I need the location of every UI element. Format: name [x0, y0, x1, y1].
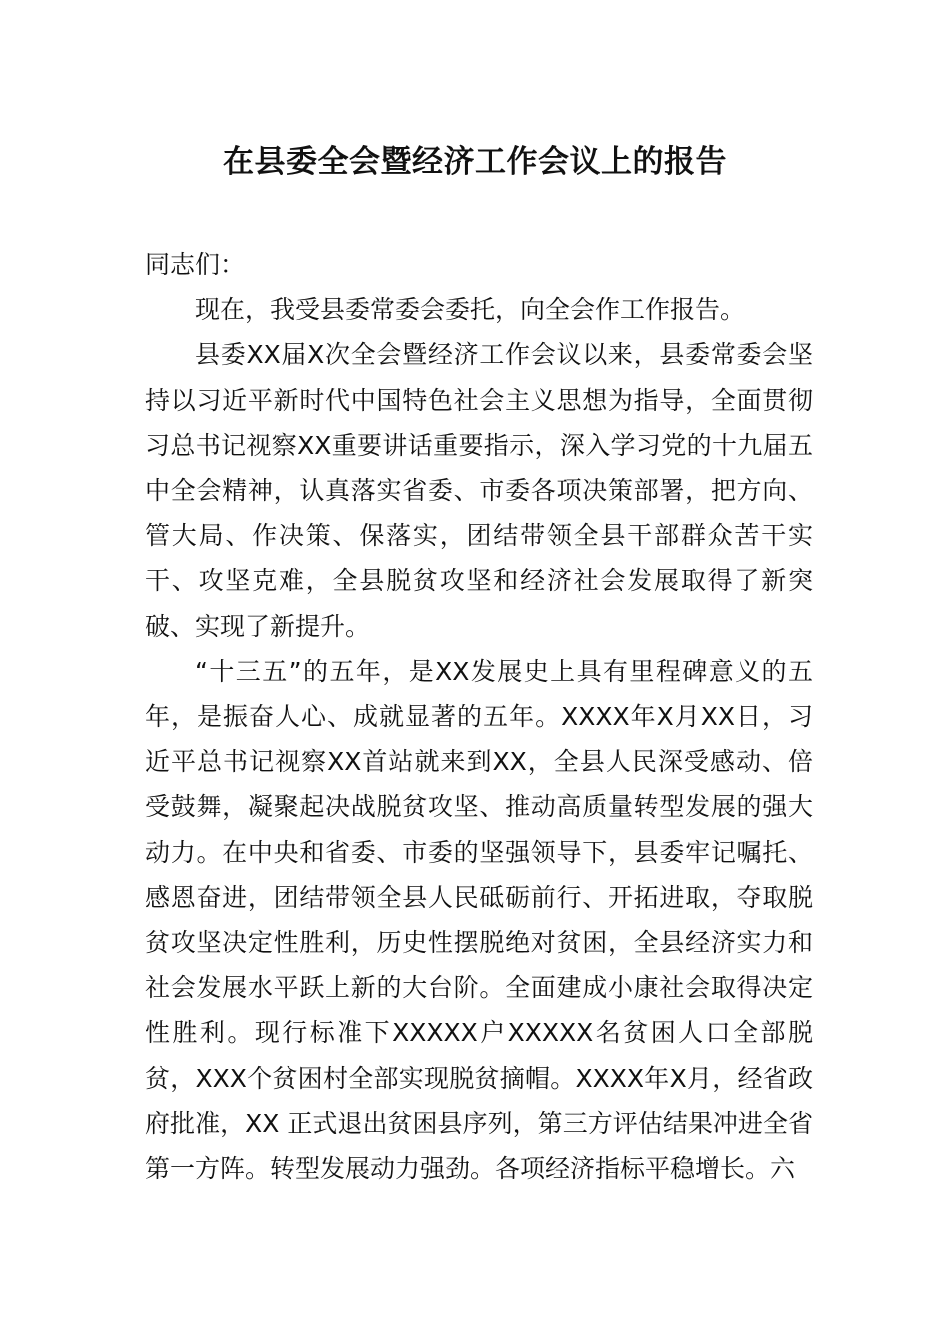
salutation: 同志们：	[145, 250, 246, 279]
paragraph-intro: 现在，我受县委常委会委托，向全会作工作报告。	[195, 295, 746, 325]
document-title: 在县委全会暨经济工作会议上的报告	[223, 144, 727, 180]
paragraph-five-year-review: “十三五”的五年，是XX发展史上具有里程碑意义的五年，是振奋人心、成就显著的五年。XXXX年X月XX日，习近平总书记视察XX首站就来到XX，全县人民深受感动、倍受鼓舞，凝聚起决战脱贫攻坚、推动高质量转型发展的强大动力。在中央和省委、市委的坚强领导下，县委牢记嘱托、感恩奋进，团结带领全县人民砥砺前行、开拓进取，夺取脱贫攻坚决定性胜利，历史性摆脱绝对贫困，全县经济实力和社会发展水平跃上新的大台阶。全面建成小康社会取得决定性胜利。现行标准下XXXXX户XXXXX名贫困人口全部脱贫，XXX个贫困村全部实现脱贫摘帽。XXXX年X月，经省政府批准，XX 正式退出贫困县序列，第三方评估结果冲进全省第一方阵。转型发展动力强劲。各项经济指标平稳增长。六	[145, 656, 813, 1184]
paragraph-summary: 县委XX届X次全会暨经济工作会议以来，县委常委会坚持以习近平新时代中国特色社会主义思想为指导，全面贯彻习总书记视察XX重要讲话重要指示，深入学习党的十九届五中全会精神，认真落实省委、市委各项决策部署，把方向、管大局、作决策、保落实，团结带领全县干部群众苦干实干、攻坚克难，全县脱贫攻坚和经济社会发展取得了新突破、实现了新提升。	[145, 340, 813, 641]
document-body	[145, 242, 813, 1191]
